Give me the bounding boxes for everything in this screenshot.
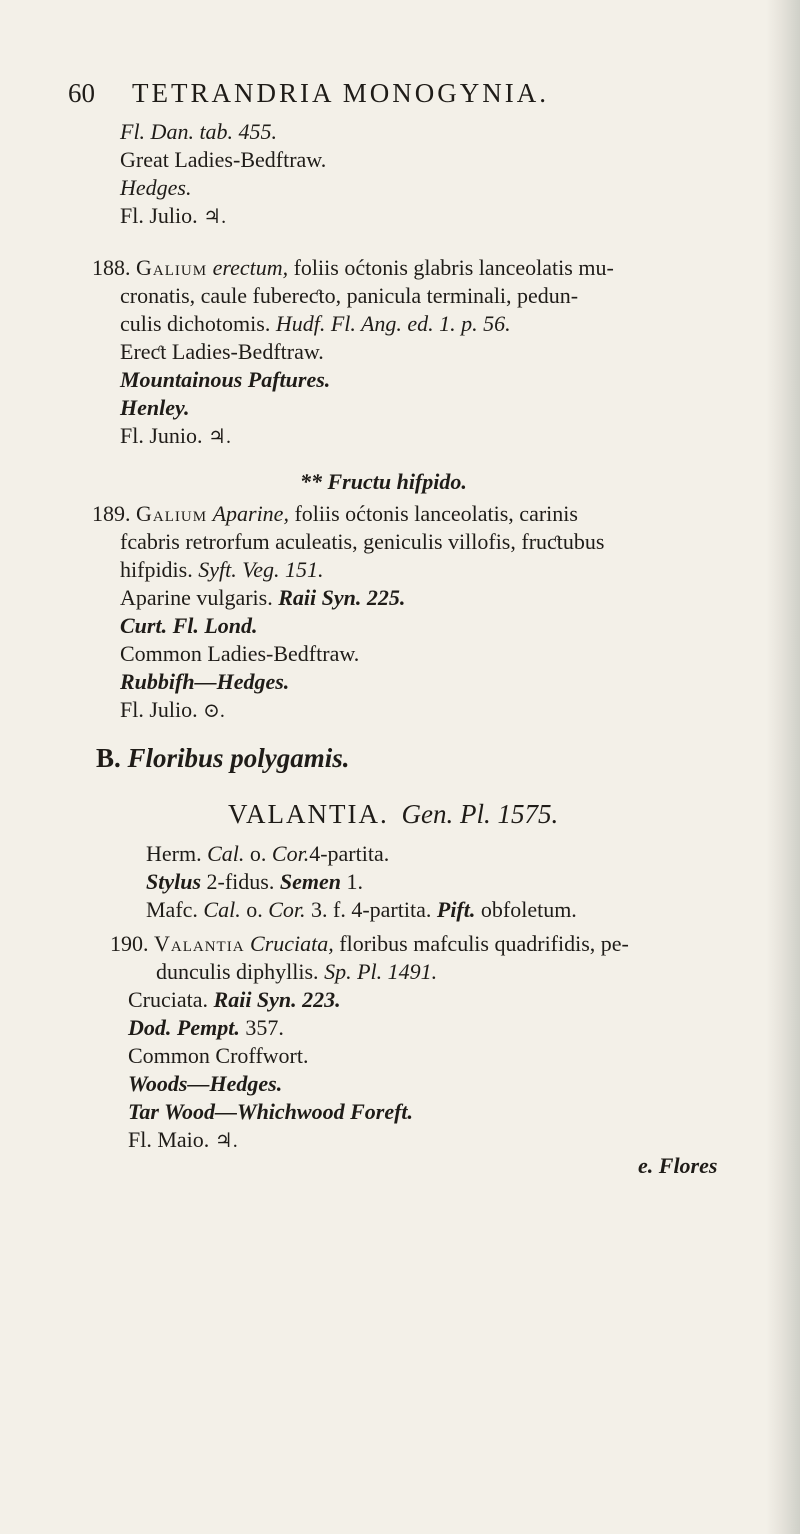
page-number: 60	[68, 78, 95, 108]
entry-190-common-name: Common Croffwort.	[128, 1043, 309, 1068]
prev-common-name: Great Ladies-Bedftraw.	[120, 147, 327, 172]
entry-189-line3: hifpidis. Syft. Veg. 151.	[120, 557, 324, 582]
entry-189-habitat: Rubbifh—Hedges.	[120, 669, 290, 694]
entry-188-line1: 188. Galium erectum, foliis oćtonis glabris lanceolatis mu-	[92, 255, 614, 280]
genus-stylus: Stylus 2-fidus. Semen 1.	[146, 869, 363, 894]
entry-189-flowering: Fl. Julio. ⊙.	[120, 697, 225, 722]
entry-190-line1: 190. Valantia Cruciata, floribus mafculis quadrifidis, pe-	[110, 931, 629, 956]
entry-189-synonym: Aparine vulgaris. Raii Syn. 225.	[120, 585, 406, 610]
perennial-symbol: ♃.	[214, 1130, 238, 1152]
entry-190-line2: dunculis diphyllis. Sp. Pl. 1491.	[156, 959, 438, 984]
entry-188-line2: cronatis, caule fubereƈto, panicula terminali, pedun-	[120, 283, 579, 308]
entry-189-line2: fcabris retrorfum aculeatis, geniculis villofis, fruƈtubus	[120, 529, 605, 554]
genus-masc: Mafc. Cal. o. Cor. 3. f. 4-partita. Pift. obfoletum.	[146, 897, 577, 922]
page-edge-shadow	[766, 0, 800, 1534]
entry-190-locality: Tar Wood—Whichwood Foreft.	[128, 1099, 414, 1124]
entry-189-common-name: Common Ladies-Bedftraw.	[120, 641, 360, 666]
catchword: e. Flores	[638, 1153, 718, 1178]
subsection-heading: ** Fructu hifpido.	[300, 469, 467, 494]
section-b-heading: B. Floribus polygamis.	[96, 743, 350, 773]
prev-flowering: Fl. Julio. ♃.	[120, 203, 227, 228]
perennial-symbol: ♃.	[208, 426, 231, 448]
entry-190-synonym: Cruciata. Raii Syn. 223.	[128, 987, 341, 1012]
perennial-symbol: ♃.	[203, 206, 227, 228]
genus-herm: Herm. Cal. o. Cor.4-partita.	[146, 841, 390, 866]
entry-188-flowering: Fl. Junio. ♃.	[120, 423, 231, 448]
entry-190-habitat: Woods—Hedges.	[128, 1071, 283, 1096]
entry-190-flowering: Fl. Maio. ♃.	[128, 1127, 238, 1152]
entry-188-common-name: Ereƈt Ladies-Bedftraw.	[120, 339, 324, 364]
entry-188-locality: Henley.	[120, 395, 190, 420]
entry-190-dodonaeus: Dod. Pempt. 357.	[128, 1015, 284, 1040]
entry-189-curtis: Curt. Fl. Lond.	[120, 613, 258, 638]
entry-188-line3: culis dichotomis. Hudf. Fl. Ang. ed. 1. p. 56.	[120, 311, 511, 336]
prev-ref: Fl. Dan. tab. 455.	[120, 119, 278, 144]
entry-189-line1: 189. Galium Aparine, foliis oćtonis lanceolatis, carinis	[92, 501, 578, 526]
running-header	[68, 78, 549, 109]
genus-heading: VALANTIA. Gen. Pl. 1575.	[228, 799, 559, 829]
page-title: TETRANDRIA MONOGYNIA.	[132, 78, 549, 108]
prev-habitat: Hedges.	[120, 175, 192, 200]
entry-188-habitat: Mountainous Paftures.	[120, 367, 331, 392]
annual-symbol: ⊙.	[203, 700, 225, 722]
